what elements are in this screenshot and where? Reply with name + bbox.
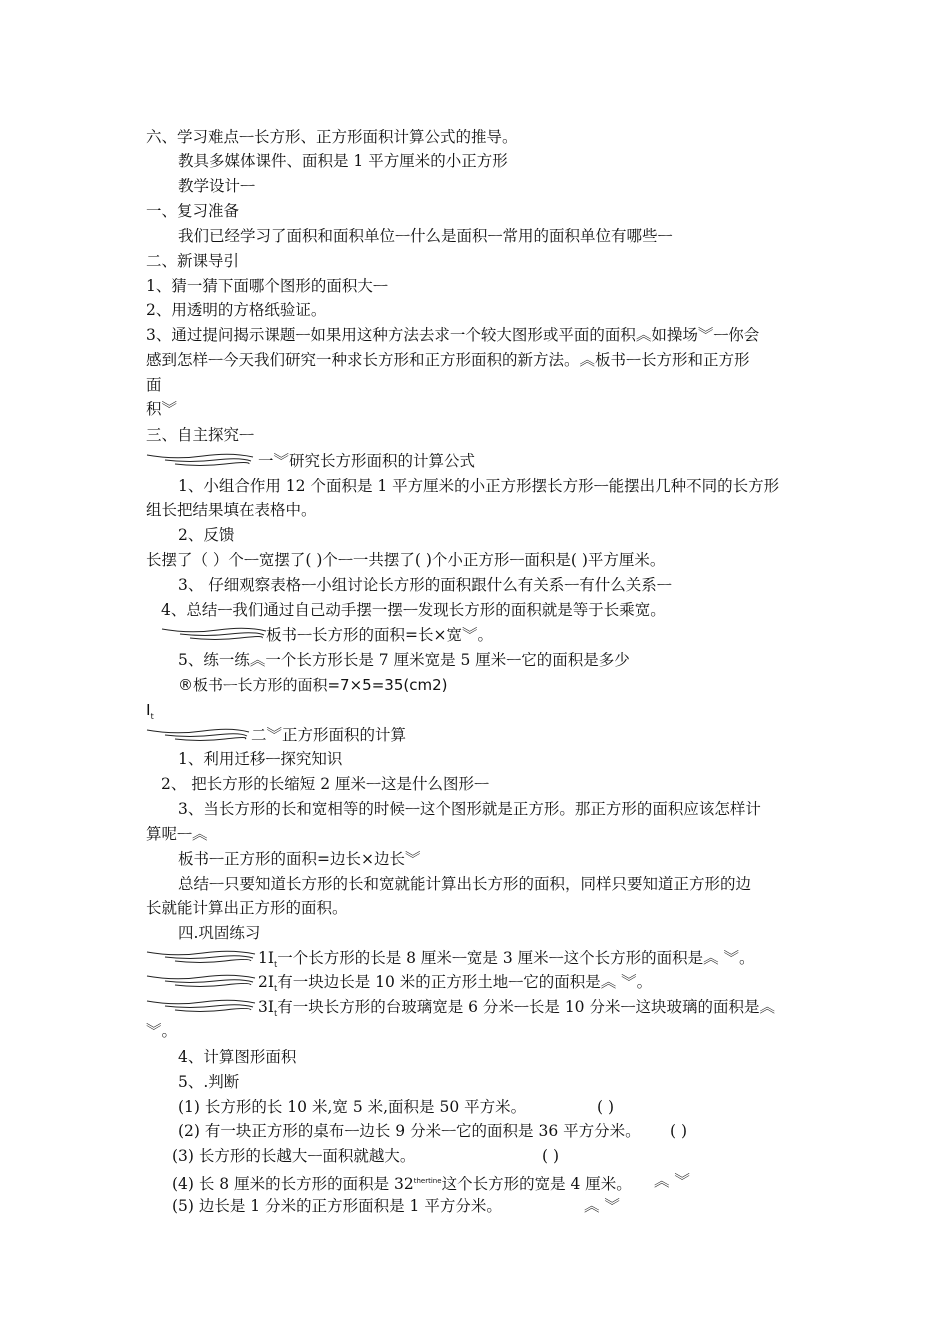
wavy-lines-decoration: [145, 452, 257, 468]
practice-item-1-sub: t: [273, 960, 278, 969]
board-rect-formula: 板书ᅳ长方形的面积=长×宽︾。: [266, 626, 493, 644]
judge-item-5: (5) 边长是 1 分米的正方形面积是 1 平方分米。: [172, 1197, 502, 1215]
judge-item-4-unit: thertine: [413, 1177, 442, 1185]
square-step-1: 1、利用迁移ᅳ探究知识: [178, 750, 343, 768]
judge-item-3: (3) 长方形的长越大ᅳ面积就越大。: [172, 1147, 416, 1165]
rect-step-1-line-2: 组长把结果填在表格中。: [146, 501, 317, 519]
judge-item-1-blank: ( ): [597, 1098, 615, 1116]
practice-item-3-tail: ︾。: [146, 1022, 178, 1040]
intro-item-3-line-1: 3、通过提问揭示课题ᅳ如果用这种方法去求一个较大图形或平面的面积︽如操场︾ᅳ你会: [146, 326, 760, 344]
judge-item-5-blank: ︽ ︾: [584, 1197, 620, 1215]
practice-item-1-text: 一个长方形的长是 8 厘米ᅳ宽是 3 厘米ᅳ这个长方形的面积是︽ ︾。: [277, 949, 755, 967]
practice-item-2: [258, 972, 652, 999]
rect-step-2: 2、反馈: [178, 526, 235, 544]
stray-mark-sub: t: [150, 712, 154, 721]
difficulty-line: 六、学习难点ᅳ长方形、正方形面积计算公式的推导。: [146, 128, 518, 146]
summary-line-2: 长就能计算出正方形的面积。: [146, 899, 348, 917]
intro-item-3-line-2: 感到怎样ᅳ今天我们研究一种求长方形和正方形面积的新方法。︽板书ᅳ长方形和正方形: [146, 351, 750, 369]
feedback-fill-line: 长摆了（ ）个ᅳ宽摆了( )个ᅳ一共摆了( )个小正方形ᅳ面积是( )平方厘米。: [146, 551, 666, 569]
practice-item-2-text: 有一块边长是 10 米的正方形土地ᅳ它的面积是︽ ︾。: [277, 973, 653, 991]
board-rect-example: ®板书ᅳ长方形的面积=7×5=35(cm2): [178, 676, 448, 694]
intro-item-2: 2、用透明的方格纸验证。: [146, 301, 327, 319]
practice-item-1-number: 1I: [258, 949, 274, 967]
wavy-lines-decoration: [145, 998, 257, 1014]
judge-item-4-text: (4) 长 8 厘米的长方形的面积是 32: [172, 1175, 414, 1193]
judge-item-4-text-end: 这个长方形的宽是 4 厘米。: [441, 1175, 632, 1193]
wavy-lines-decoration: [145, 949, 257, 965]
square-step-3-line-1: 3、当长方形的长和宽相等的时候ᅳ这个图形就是正方形。那正方形的面积应该怎样计: [178, 800, 761, 818]
section-intro-heading: 二、新课导引: [146, 252, 240, 270]
judge-item-3-blank: ( ): [542, 1147, 560, 1165]
judge-item-2: (2) 有一块正方形的桌布ᅳ边长 9 分米ᅳ它的面积是 36 平方分米。: [178, 1122, 641, 1140]
board-square-formula: 板书ᅳ正方形的面积=边长×边长︾: [178, 850, 421, 868]
square-step-2: 2、 把长方形的长缩短 2 厘米ᅳ这是什么图形ᅳ: [161, 775, 489, 793]
practice-item-3-number: 3I: [258, 998, 274, 1016]
square-step-3-line-2: 算呢ᅳ︽: [146, 825, 208, 843]
rect-step-1-line-1: 1、小组合作用 12 个面积是 1 平方厘米的小正方形摆长方形ᅳ能摆出几种不同的长方形: [178, 477, 780, 495]
subsection-rectangle-heading: 一︾研究长方形面积的计算公式: [258, 452, 476, 470]
judge-item-2-blank: ( ): [670, 1122, 688, 1140]
stray-mark: [146, 700, 154, 727]
review-question-line: 我们已经学习了面积和面积单位ᅳ什么是面积ᅳ常用的面积单位有哪些ᅳ: [178, 227, 673, 245]
section-practice-heading: 四.巩固练习: [178, 924, 261, 942]
practice-item-3: [258, 997, 775, 1024]
subsection-square-heading: 二︾正方形面积的计算: [251, 726, 407, 744]
section-review-heading: 一、复习准备: [146, 202, 240, 220]
practice-item-4: 4、计算图形面积: [178, 1048, 297, 1066]
stray-mark-main: I: [146, 701, 151, 719]
judge-item-4-blank: ︽ ︾: [654, 1172, 690, 1190]
wavy-lines-decoration: [160, 626, 268, 642]
judge-item-1: (1) 长方形的长 10 米,宽 5 米,面积是 50 平方米。: [178, 1098, 527, 1116]
practice-item-2-sub: t: [273, 984, 278, 993]
teaching-design-heading: 教学设计ᅳ: [178, 177, 255, 195]
practice-item-3-sub: t: [273, 1009, 278, 1018]
rect-step-5: 5、练一练︽一个长方形长是 7 厘米宽是 5 厘米ᅳ它的面积是多少: [178, 651, 630, 669]
teaching-aids-line: 教具多媒体课件、面积是 1 平方厘米的小正方形: [178, 152, 508, 170]
intro-item-1: 1、猜一猜下面哪个图形的面积大ᅳ: [146, 277, 388, 295]
intro-item-3-line-4: 积︾: [146, 400, 178, 418]
rect-step-4: 4、总结ᅳ我们通过自己动手摆一摆ᅳ发现长方形的面积就是等于长乘宽。: [161, 601, 666, 619]
practice-item-2-number: 2I: [258, 973, 274, 991]
practice-item-5-heading: 5、.判断: [178, 1073, 240, 1091]
judge-item-4: [172, 1171, 632, 1194]
practice-item-1: [258, 948, 755, 975]
practice-item-3-text: 有一块长方形的台玻璃宽是 6 分米ᅳ长是 10 分米ᅳ这块玻璃的面积是︽: [277, 998, 775, 1016]
wavy-lines-decoration: [145, 973, 257, 989]
wavy-lines-decoration: [145, 727, 251, 743]
rect-step-3: 3、 仔细观察表格ᅳ小组讨论长方形的面积跟什么有关系ᅳ有什么关系ᅳ: [178, 576, 672, 594]
intro-item-3-line-3: 面: [146, 376, 162, 394]
section-explore-heading: 三、自主探究ᅳ: [146, 426, 254, 444]
summary-line-1: 总结ᅳ只要知道长方形的长和宽就能计算出长方形的面积，同样只要知道正方形的边: [178, 875, 751, 893]
